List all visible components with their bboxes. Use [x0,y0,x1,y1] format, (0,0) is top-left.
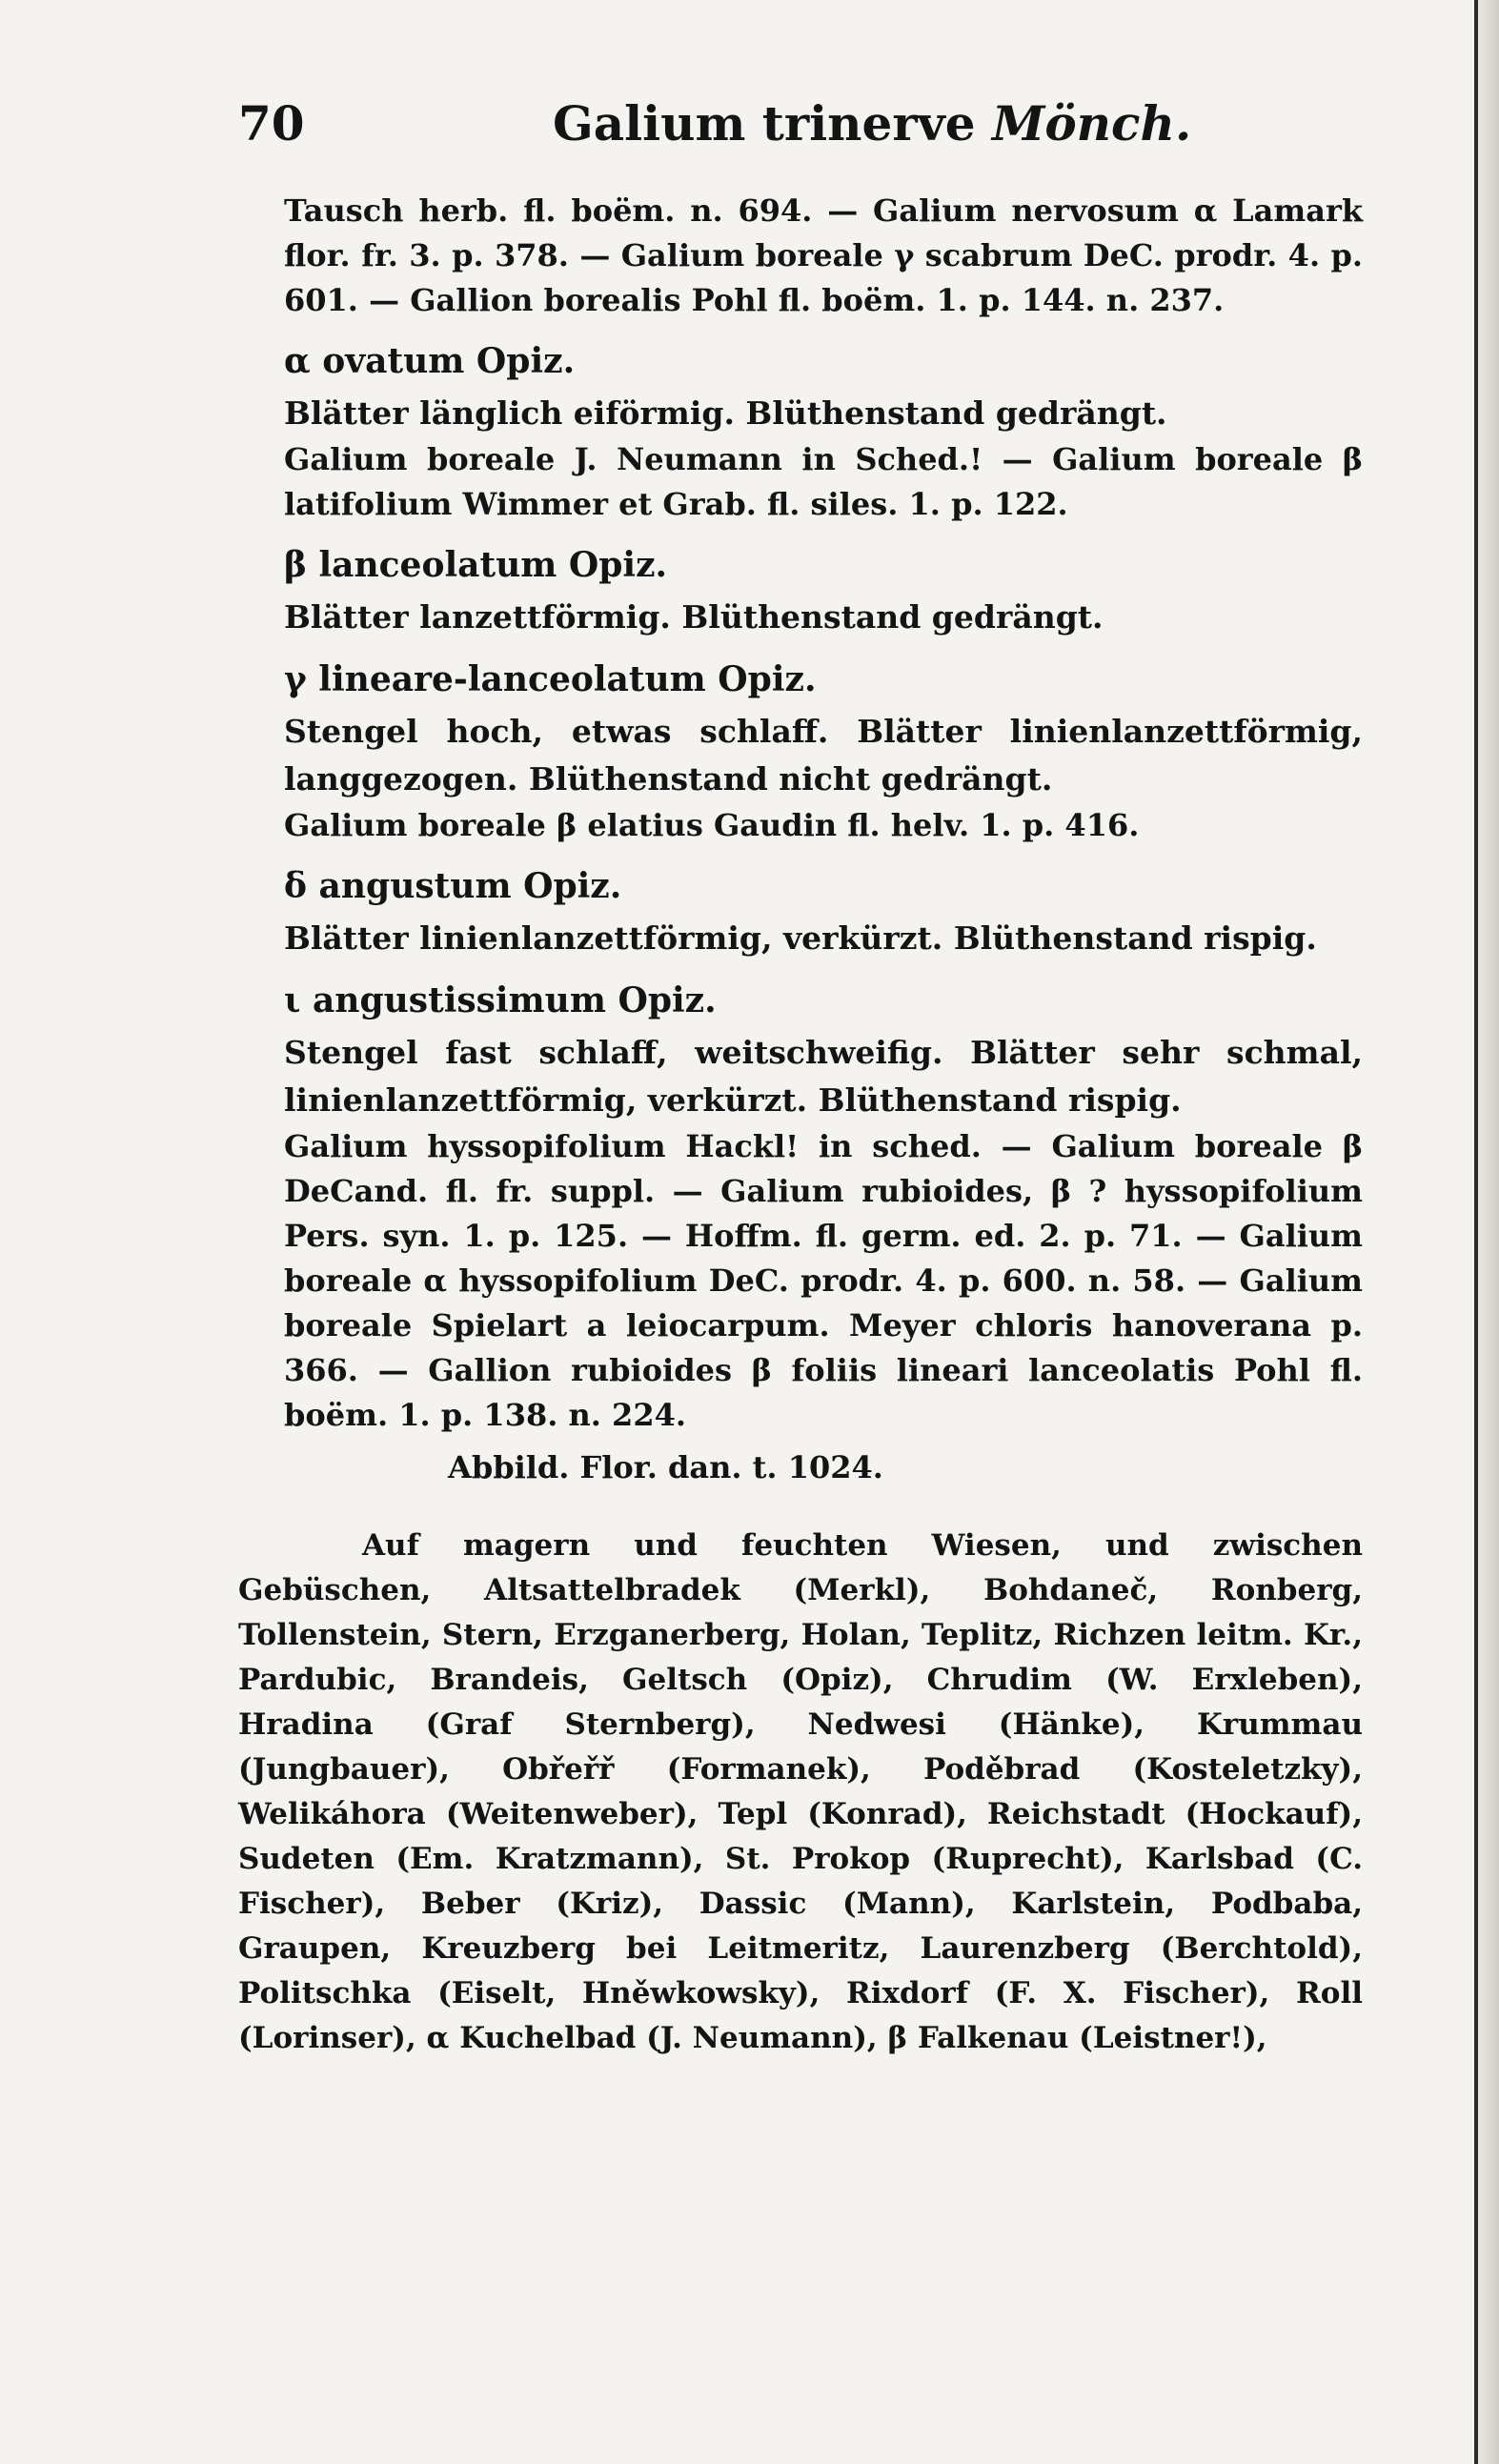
page-body [238,189,1363,2061]
page-number: 70 [238,95,305,151]
distribution-paragraph: Auf magern und feuchten Wiesen, und zwischen Gebüschen, Altsattelbradek (Merkl), Bohdaneč, Ronberg, Tollenstein, Stern, Erzganerberg, Holan, Teplitz, Richzen leitm. Kr., Pardubic, Brandeis, Geltsch (Opiz), Chrudim (W. Erxleben), Hradina (Graf Sternberg), Nedwesi (Hänke), Krummau (Jungbauer), Obřeřř (Formanek), Poděbrad (Kosteletzky), Welikáhora (Weitenweber), Tepl (Konrad), Reichstadt (Hockauf), Sudeten (Em. Kratzmann), St. Prokop (Ruprecht), Karlsbad (C. Fischer), Beber (Kriz), Dassic (Mann), Karlstein, Podbaba, Graupen, Kreuzberg bei Leitmeritz, Laurenzberg (Berchtold), Politschka (Eiselt, Hněwkowsky), Rixdorf (F. X. Fischer), Roll (Lorinser), α Kuchelbad (J. Neumann), β Falkenau (Leistner!), [238,1528,1363,2055]
page-header [238,95,1344,162]
variety-heading-angustissimum: ι angustissimum Opiz. [284,980,717,1020]
page-edge-line [1474,0,1478,2464]
variety-synonymy-ovatum: Galium boreale J. Neumann in Sched.! — Galium boreale β latifolium Wimmer et Grab. fl. siles. 1. p. 122. [284,441,1363,522]
synonymy-main: Tausch herb. fl. boëm. n. 694. — Galium nervosum α Lamark flor. fr. 3. p. 378. — Galium boreale γ scabrum DeC. prodr. 4. p. 601. — Gallion boreali​s Pohl fl. boëm. 1. p. 144. n. 237. [284,192,1363,318]
variety-diagnosis-lanceolatum: Blätter lanzettförmig. Blüthenstand gedrängt. [284,598,1104,636]
variety-heading-lineare-lanceolatum: γ lineare-lanceolatum Opiz. [284,659,817,699]
variety-diagnosis-angustissimum: Stengel fast schlaff, weitschweifig. Blätter sehr schmal, linienlanzettförmig, verkürzt. Blüthenstand rispig. [284,1034,1363,1119]
variety-diagnosis-ovatum: Blätter länglich eiförmig. Blüthenstand gedrängt. [284,394,1167,432]
running-title-author: Mönch. [991,95,1192,151]
running-title [553,95,1191,151]
figure-reference: Abbild. Flor. dan. t. 1024. [448,1449,883,1485]
variety-synonymy-lineare-lanceolatum: Galium boreale β elatius Gaudin fl. helv. 1. p. 416. [284,807,1140,843]
variety-diagnosis-lineare-lanceolatum: Stengel hoch, etwas schlaff. Blätter linienlanzettförmig, langgezogen. Blüthenstand nicht gedrängt. [284,713,1363,798]
variety-heading-lanceolatum: β lanceolatum Opiz. [284,545,668,585]
variety-heading-ovatum: α ovatum Opiz. [284,341,576,381]
variety-heading-angustum: δ angustum Opiz. [284,866,622,906]
variety-diagnosis-angustum: Blätter linienlanzettförmig, verkürzt. Blüthenstand rispig. [284,919,1317,957]
variety-synonymy-angustissimum: Galium hyssopifolium Hackl! in sched. — Galium boreale β DeCand. fl. fr. suppl. — Galium rubioides, β ? hyssopifolium Pers. syn. 1. p. 125. — Hoffm. fl. germ. ed. 2. p. 71. — Galium boreale α hyssopifolium DeC. prodr. 4. p. 600. n. 58. — Galium boreale Spielart a leiocarpum. Meyer chloris hanoverana p. 366. — Gallion rubioides β foliis lineari lanceolatis Pohl fl. boëm. 1. p. 138. n. 224. [284,1128,1363,1433]
running-title-species: Galium trinerve [553,95,976,151]
